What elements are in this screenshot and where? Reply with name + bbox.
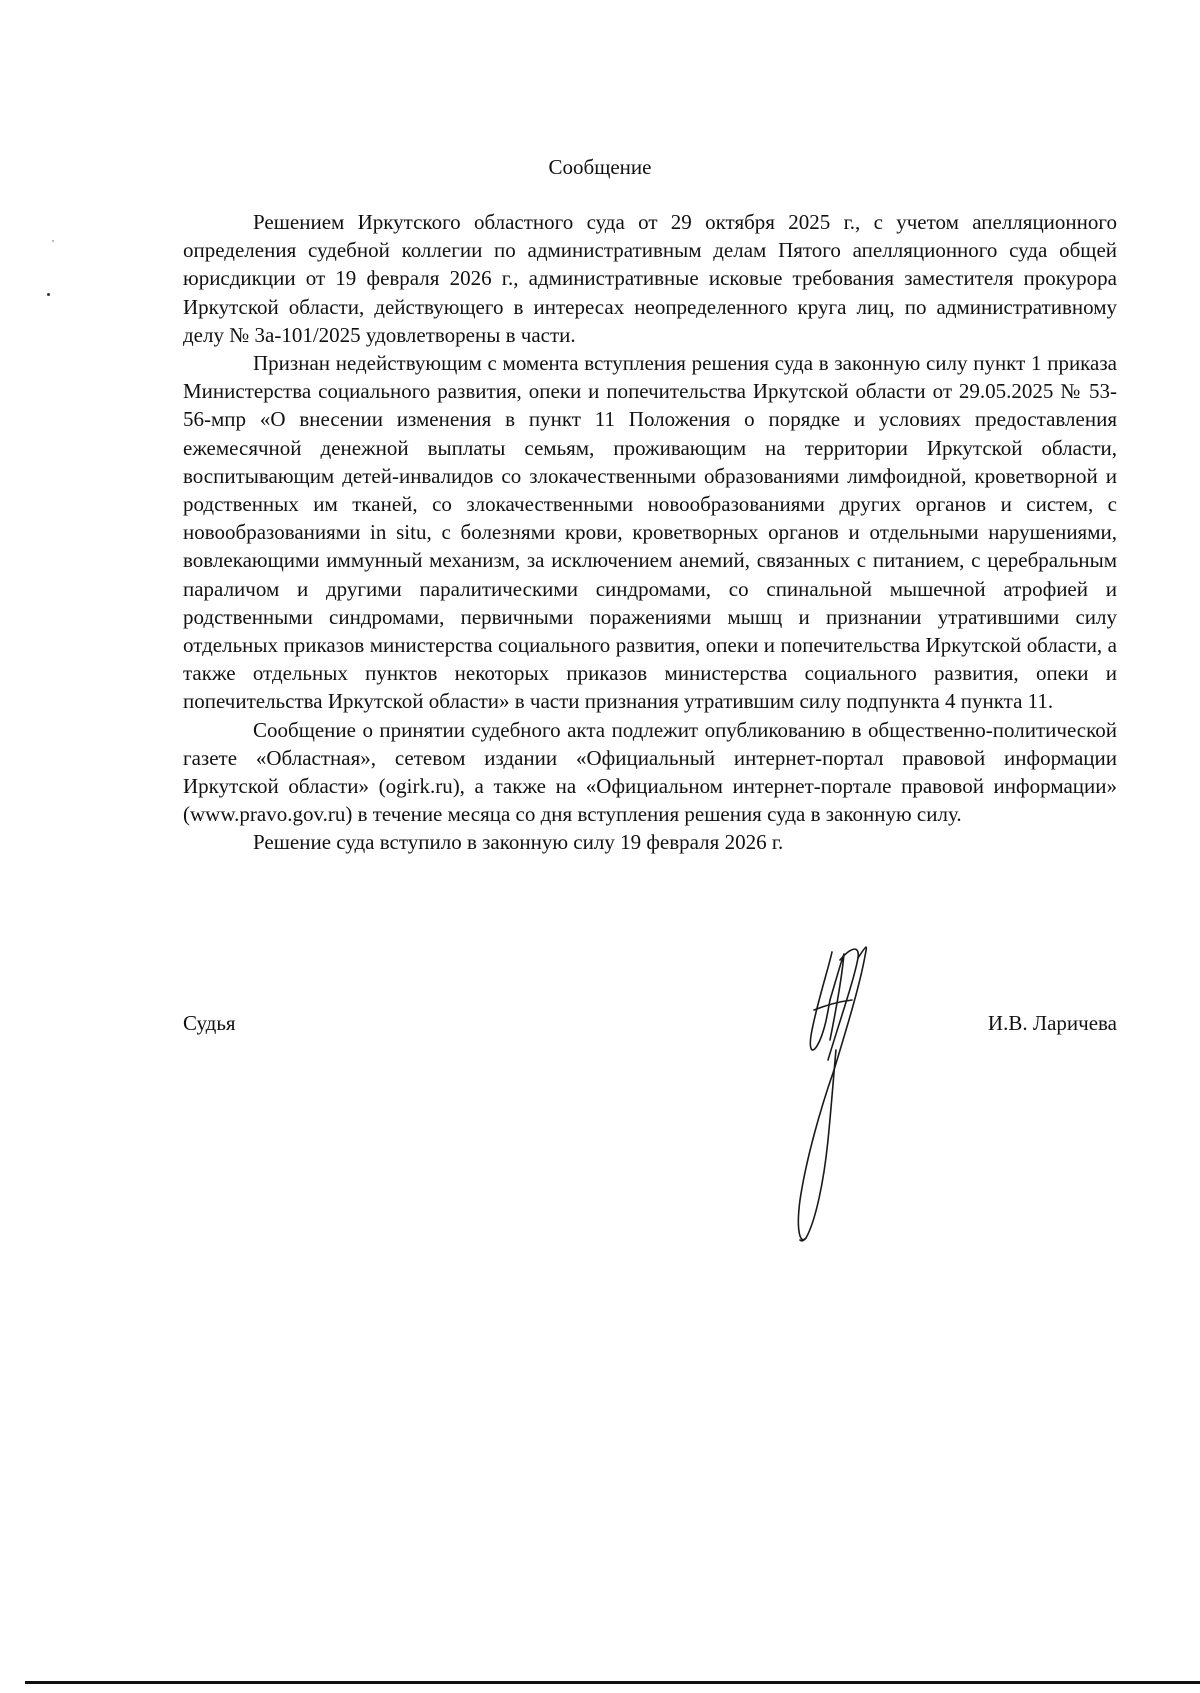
handwritten-signature	[770, 940, 930, 1250]
page-bottom-border	[25, 1681, 1200, 1684]
paragraph-effective-date: Решение суда вступило в законную силу 19 февраля 2026 г.	[253, 830, 784, 855]
paragraph-publication: Сообщение о принятии судебного акта подлежит опубликованию в общественно-политической газете «Областная», сетевом издании «Официальный интернет-портал правовой информации Иркутской области» (ogirk.ru), а также на «Официальном интернет-портале правовой информации» (www.pravo.gov.ru) в течение месяца со дня вступления решения суда в законную силу.	[183, 717, 1117, 827]
signer-name: И.В. Ларичева	[987, 1011, 1117, 1035]
signer-role: Судья	[183, 1011, 236, 1035]
paragraph-recognized-invalid: Признан недействующим с момента вступления решения суда в законную силу пункт 1 приказа Министерства социального развития, опеки и попечительства Иркутской области от 29.05.2025 № 53-56-мпр «О внесении изменения в пункт 11 Положения о порядке и условиях предоставления ежемесячной денежной выплаты семьям, проживающим на территории Иркутской области, воспитывающим детей-инвалидов со злокачественными образованиями лимфоидной, кроветворной и родственных им тканей, со злокачественными новообразованиями других органов и систем, с новообразованиями in situ, с болезнями крови, кроветворных органов и отдельными нарушениями, вовлекающими иммунный механизм, за исключением анемий, связанных с питанием, с церебральным параличом и другими паралитическими синдромами, со спинальной мышечной атрофией и родственными синдромами, первичными поражениями мышц и признании утратившими силу отдельных приказов министерства социального развития, опеки и попечительства Иркутской области, а также отдельных пунктов некоторых приказов министерства социального развития, опеки и попечительства Иркутской области» в части признания утратившим силу подпункта 4 пункта 11.	[183, 351, 1117, 714]
paragraph-decision: Решением Иркутского областного суда от 29 октября 2025 г., с учетом апелляционного определения судебной коллегии по административным делам Пятого апелляционного суда общей юрисдикции от 19 февраля 2026 г., административные исковые требования заместителя прокурора Иркутской области, действующего в интересах неопределенного круга лиц, по административному делу № 3а-101/2025 удовлетворены в части.	[183, 210, 1117, 347]
document-title: Сообщение	[548, 155, 652, 179]
document-body	[183, 208, 1117, 857]
scan-artifact	[52, 240, 54, 242]
scan-artifact	[47, 293, 50, 296]
